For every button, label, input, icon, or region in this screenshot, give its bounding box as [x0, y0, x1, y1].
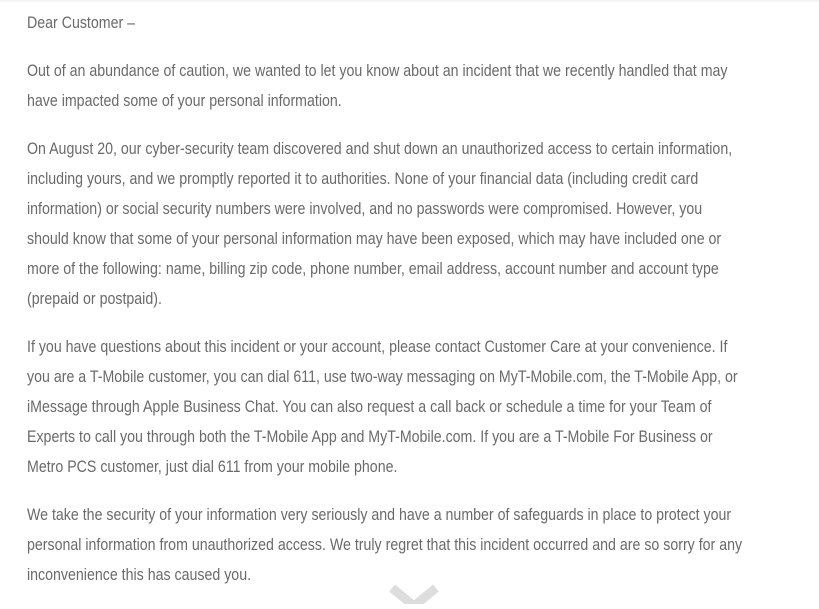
- text-line: inconvenience this has caused you.: [27, 566, 252, 584]
- text-line: personal information from unauthorized access. We truly regret that this incident occurred and are so sorry for any: [27, 536, 743, 554]
- text-line: information) or social security numbers were involved, and no passwords were compromised. However, you: [27, 200, 703, 218]
- letter-body: [27, 8, 817, 608]
- text-line: Metro PCS customer, just dial 611 from your mobile phone.: [27, 458, 398, 476]
- text-line: Dear Customer –: [27, 14, 136, 32]
- chevron-down-icon[interactable]: [388, 584, 440, 604]
- text-line: If you have questions about this incident or your account, please contact Customer Care at your convenience. If: [27, 338, 728, 356]
- text-line: more of the following: name, billing zip code, phone number, email address, account number and account type: [27, 260, 719, 278]
- text-line: (prepaid or postpaid).: [27, 290, 162, 308]
- text-line: have impacted some of your personal information.: [27, 92, 342, 110]
- text-line: We take the security of your information very seriously and have a number of safeguards in place to protect your: [27, 506, 732, 524]
- text-line: you are a T-Mobile customer, you can dial 611, use two-way messaging on MyT-Mobile.com, the T-Mobile App, or: [27, 368, 738, 386]
- paragraph: [27, 56, 817, 116]
- salutation: [27, 8, 817, 38]
- text-line: including yours, and we promptly reported it to authorities. None of your financial data (including credit card: [27, 170, 699, 188]
- text-line: iMessage through Apple Business Chat. You can also request a call back or schedule a time for your Team of: [27, 398, 712, 416]
- paragraph: [27, 134, 817, 314]
- text-line: On August 20, our cyber-security team discovered and shut down an unauthorized access to certain information,: [27, 140, 733, 158]
- paragraph: [27, 500, 817, 590]
- text-line: Out of an abundance of caution, we wanted to let you know about an incident that we recently handled that may: [27, 62, 728, 80]
- text-line: should know that some of your personal information may have been exposed, which may have included one or: [27, 230, 722, 248]
- top-edge: [0, 0, 819, 3]
- text-line: Experts to call you through both the T-Mobile App and MyT-Mobile.com. If you are a T-Mobile For Business or: [27, 428, 713, 446]
- paragraph: [27, 332, 817, 482]
